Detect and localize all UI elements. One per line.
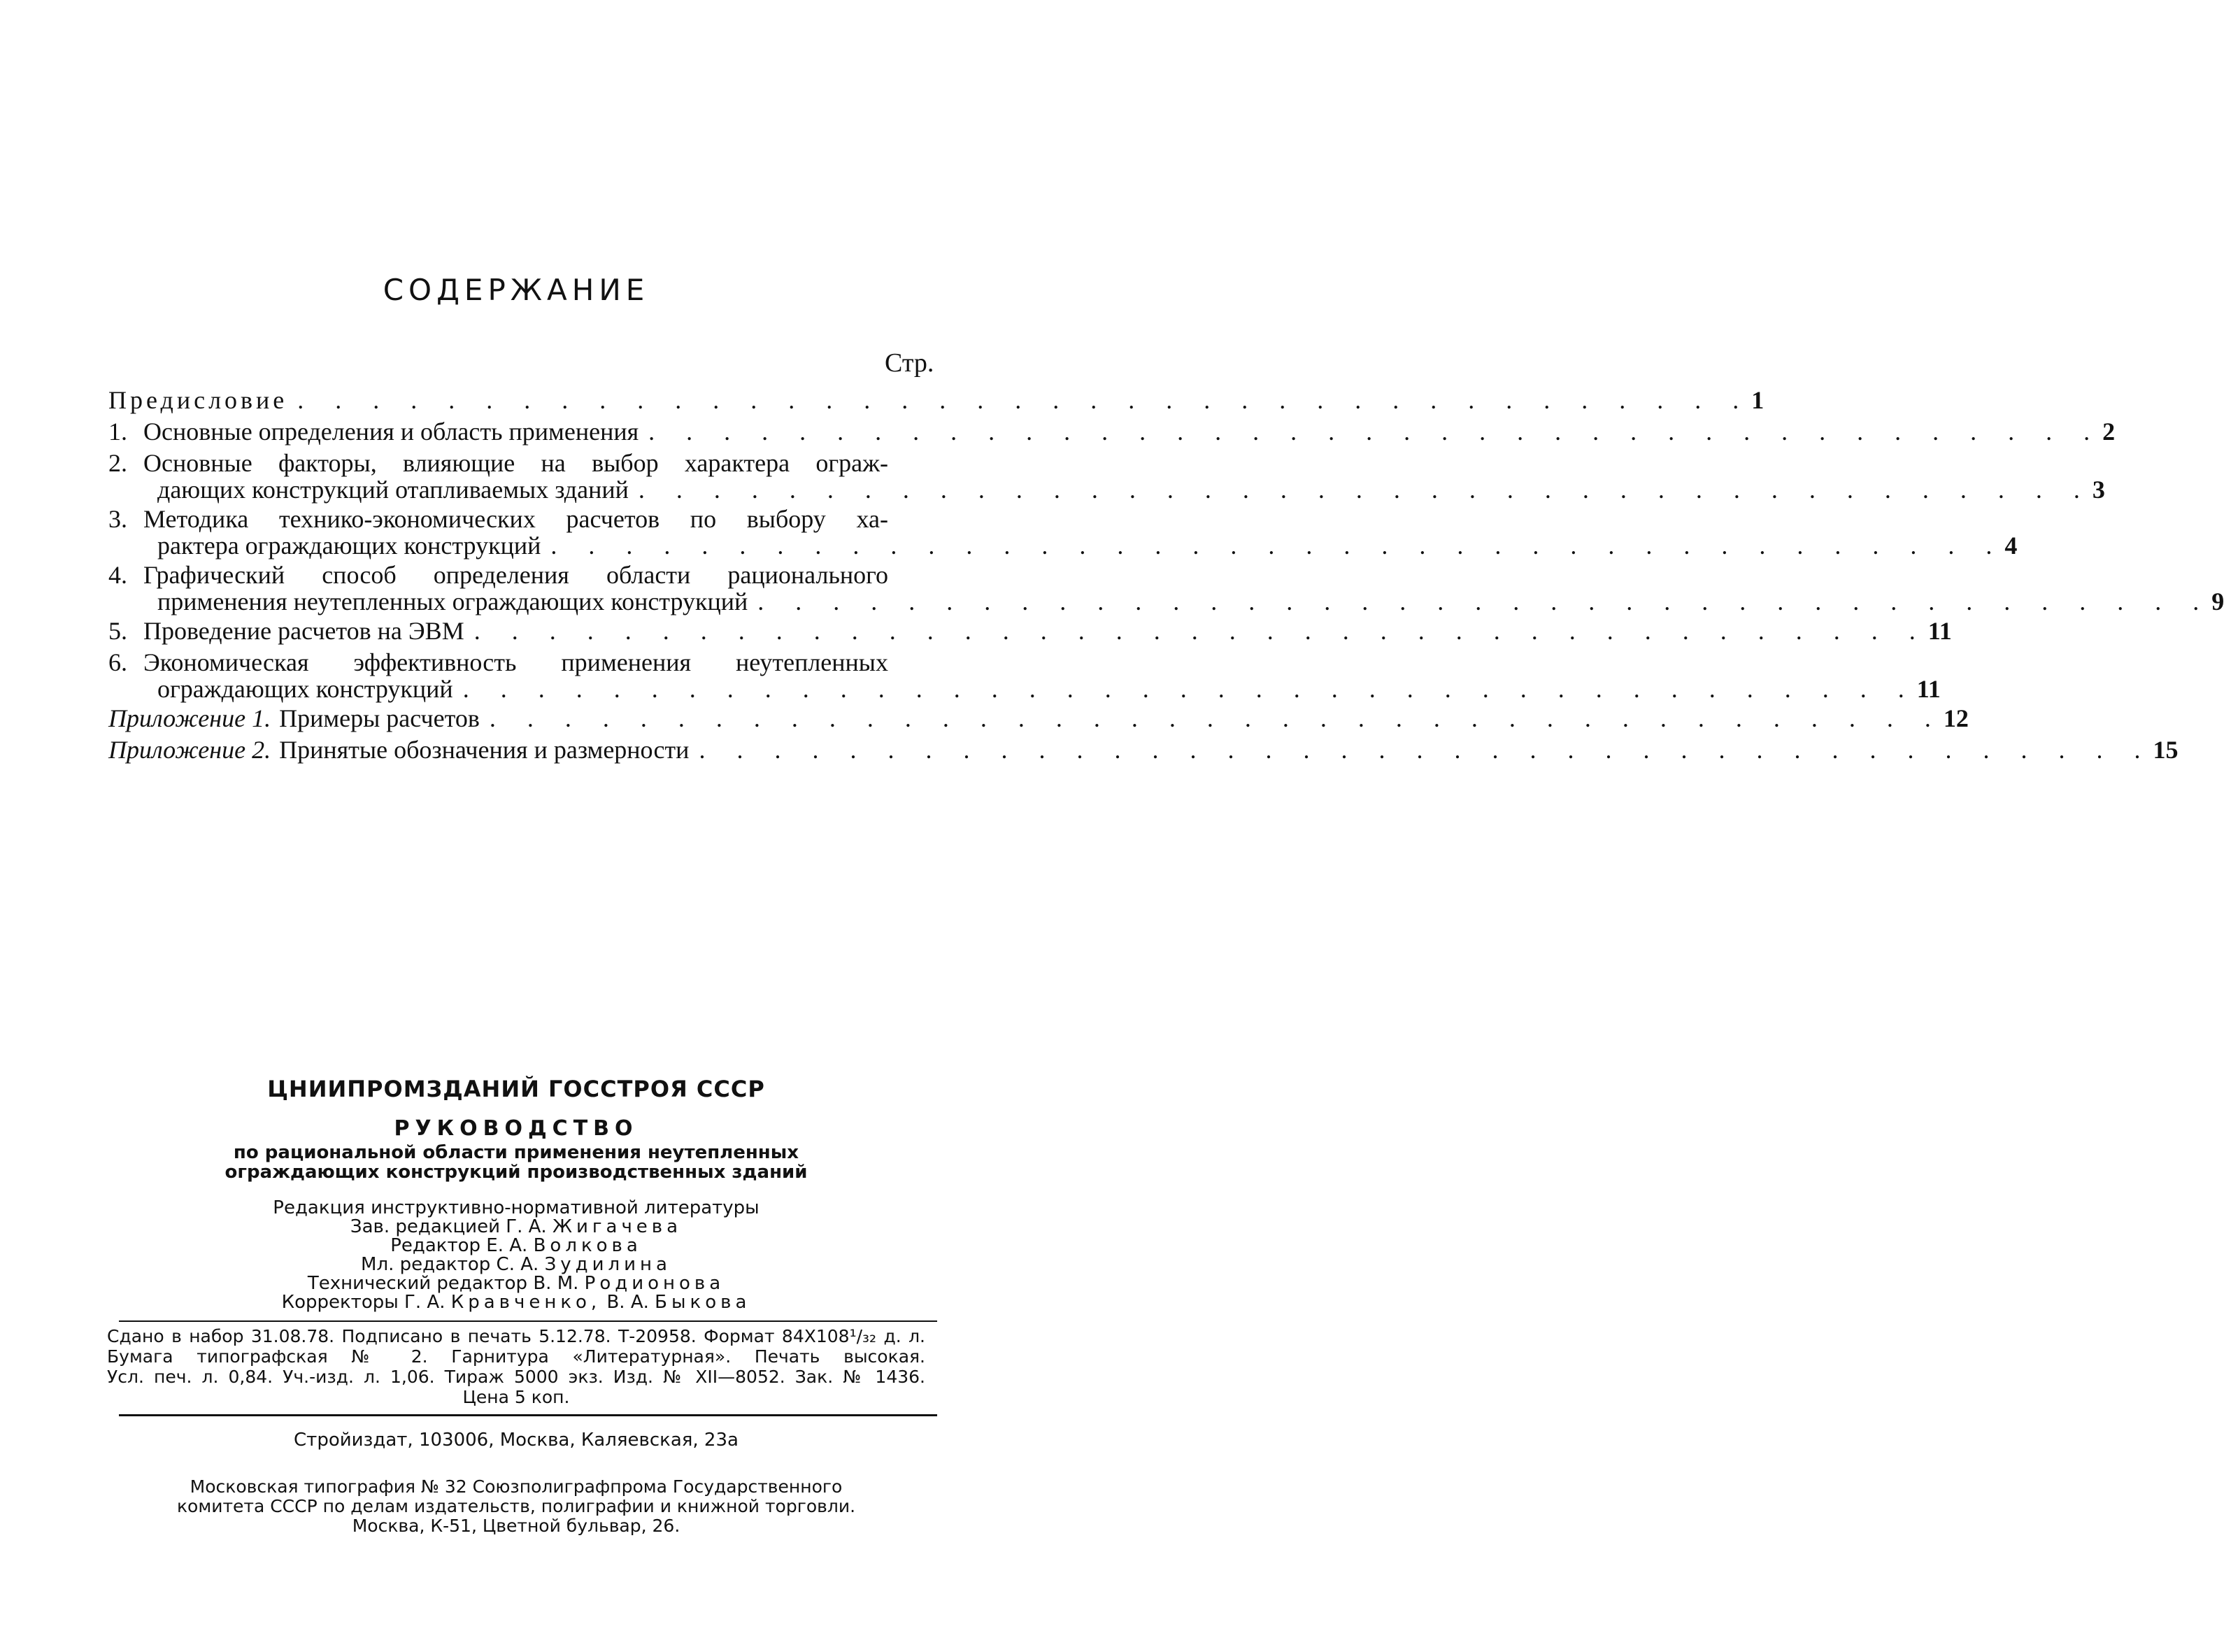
divider-rule bbox=[119, 1320, 937, 1322]
toc-leader-dots: . . . . . . . . . . . . . . . . . . . . . . . . . . . . . . . . . . . . . . . bbox=[648, 418, 2103, 446]
print-data bbox=[0, 1326, 1032, 1407]
staff-role: Технический редактор В. М. bbox=[307, 1273, 579, 1294]
toc-leader-dots: . . . . . . . . . . . . . . . . . . . . . . . . . . . . . . . . . . . . . . . bbox=[489, 704, 1944, 732]
staff-initials: В. А. bbox=[606, 1292, 649, 1313]
toc-page-number: 2 bbox=[2102, 418, 2116, 446]
staff-line bbox=[0, 1274, 1032, 1293]
toc-entry-4[interactable] bbox=[108, 561, 2224, 615]
toc-entry-3[interactable] bbox=[108, 505, 2018, 560]
toc-entry-title: Принятые обозначения и размерности bbox=[279, 736, 690, 764]
toc-appendix-label: Приложение 2. bbox=[108, 736, 271, 764]
staff-line bbox=[0, 1293, 1032, 1312]
printer-line: комитета СССР по делам издательств, полиграфии и книжной торговли. bbox=[176, 1496, 856, 1516]
printer-line: Московская типография № 32 Союзполиграфпрома Государственного bbox=[190, 1476, 843, 1497]
divider-rule bbox=[119, 1414, 937, 1416]
editorial-staff bbox=[0, 1199, 1032, 1312]
toc-entry-title-line: применения неутепленных ограждающих конструкций bbox=[157, 588, 748, 615]
organization-name: ЦНИИПРОМЗДАНИЙ ГОССТРОЯ СССР bbox=[267, 1076, 765, 1102]
staff-role: Редактор Е. А. bbox=[390, 1235, 528, 1256]
toc-entry-1[interactable] bbox=[108, 418, 2116, 446]
print-data-line: Сдано в набор 31.08.78. Подписано в печать 5.12.78. Т-20958. Формат 84X108¹/₃₂ д. л. bbox=[107, 1326, 925, 1346]
toc-entry-6[interactable] bbox=[108, 648, 1941, 703]
subtitle-line: ограждающих конструкций производственных зданий bbox=[224, 1162, 808, 1183]
toc-entry-appendix-2[interactable] bbox=[108, 736, 2179, 764]
toc-entry-title-line: Экономическая эффективность применения неутепленных bbox=[143, 648, 888, 676]
toc-entry-number: 3. bbox=[108, 505, 127, 533]
staff-name: Быкова bbox=[655, 1292, 751, 1313]
toc-appendix-label: Приложение 1. bbox=[108, 704, 271, 732]
toc-entry-title-line: Основные факторы, влияющие на выбор характера ограж- bbox=[143, 449, 888, 477]
staff-role: Зав. редакцией Г. А. bbox=[350, 1216, 547, 1237]
toc-page-number: 11 bbox=[1927, 617, 1952, 645]
staff-line bbox=[0, 1218, 1032, 1237]
document-subtitle bbox=[0, 1143, 1032, 1182]
toc-entry-number: 6. bbox=[108, 648, 127, 676]
toc-entry-title-line: ограждающих конструкций bbox=[157, 675, 453, 703]
staff-name: Жигачева bbox=[552, 1216, 683, 1237]
staff-name: Кравченко, bbox=[450, 1292, 601, 1313]
staff-line bbox=[0, 1255, 1032, 1274]
toc-leader-dots: . . . . . . . . . . . . . . . . . . . . . . . . . . . . . . . . . . . . . . . bbox=[757, 588, 2212, 615]
toc-page-number: 15 bbox=[2153, 736, 2179, 764]
toc-leader-dots: . . . . . . . . . . . . . . . . . . . . . . . . . . . . . . . . . . . . . . . bbox=[473, 617, 1928, 645]
toc-title: СОДЕРЖАНИЕ bbox=[383, 273, 650, 307]
toc-leader-dots: . . . . . . . . . . . . . . . . . . . . . . . . . . . . . . . . . . . . . . . bbox=[550, 532, 2005, 560]
staff-role: Корректоры Г. А. bbox=[281, 1292, 445, 1313]
subtitle-line: по рациональной области применения неутепленных bbox=[233, 1142, 799, 1163]
toc-page-number: 12 bbox=[1943, 704, 1969, 732]
toc-page-number: 9 bbox=[2211, 588, 2224, 615]
editorial-office: Редакция инструктивно-нормативной литературы bbox=[273, 1197, 760, 1218]
toc-entry-title-line: Графический способ определения области рационального bbox=[143, 561, 888, 589]
toc-entry-preface[interactable] bbox=[108, 386, 1765, 414]
price: Цена 5 коп. bbox=[462, 1387, 570, 1407]
toc-page-number: 1 bbox=[1751, 386, 1765, 414]
print-data-line: Усл. печ. л. 0,84. Уч.-изд. л. 1,06. Тираж 5000 экз. Изд. № XII—8052. Зак. № 1436. bbox=[107, 1367, 925, 1387]
toc-entry-title: Примеры расчетов bbox=[279, 704, 480, 732]
publisher: Стройиздат, 103006, Москва, Каляевская, 23а bbox=[294, 1430, 739, 1451]
toc-entry-title: Основные определения и область применения bbox=[143, 418, 639, 446]
toc-entry-title-line: Методика технико-экономических расчетов по выбору ха- bbox=[143, 505, 888, 533]
document-title: РУКОВОДСТВО bbox=[394, 1116, 639, 1141]
toc-entry-5[interactable] bbox=[108, 617, 1952, 645]
toc-entry-number: 4. bbox=[108, 561, 127, 589]
staff-name: Зудилина bbox=[544, 1254, 671, 1275]
toc-entry-appendix-1[interactable] bbox=[108, 704, 1969, 732]
toc-entry-2[interactable] bbox=[108, 449, 2105, 504]
toc-entry-title: Предисловие bbox=[108, 386, 288, 414]
page-column-label: Стр. bbox=[885, 348, 934, 378]
toc-leader-dots: . . . . . . . . . . . . . . . . . . . . . . . . . . . . . . . . . . . . . . . bbox=[297, 386, 1752, 414]
toc-entry-number: 1. bbox=[108, 418, 127, 446]
toc-page-number: 3 bbox=[2092, 476, 2105, 504]
staff-line bbox=[0, 1237, 1032, 1255]
toc-leader-dots: . . . . . . . . . . . . . . . . . . . . . . . . . . . . . . . . . . . . . . . bbox=[699, 736, 2153, 764]
printing-house bbox=[0, 1477, 1032, 1536]
toc-entry-number: 2. bbox=[108, 449, 127, 477]
toc-entry-title: Проведение расчетов на ЭВМ bbox=[143, 617, 464, 645]
print-data-line: Бумага типографская № 2. Гарнитура «Литературная». Печать высокая. bbox=[107, 1346, 925, 1367]
staff-name: Волкова bbox=[533, 1235, 642, 1256]
toc-leader-dots: . . . . . . . . . . . . . . . . . . . . . . . . . . . . . . . . . . . . . . . bbox=[638, 476, 2093, 504]
toc-entry-title-line: дающих конструкций отапливаемых зданий bbox=[157, 476, 629, 504]
staff-name: Родионова bbox=[584, 1273, 725, 1294]
toc-entry-title-line: рактера ограждающих конструкций bbox=[157, 532, 541, 560]
printer-line: Москва, К-51, Цветной бульвар, 26. bbox=[352, 1516, 680, 1536]
toc-page-number: 11 bbox=[1916, 675, 1941, 703]
toc-page-number: 4 bbox=[2004, 532, 2018, 560]
staff-role: Мл. редактор С. А. bbox=[361, 1254, 539, 1275]
toc-leader-dots: . . . . . . . . . . . . . . . . . . . . . . . . . . . . . . . . . . . . . . . bbox=[462, 675, 1917, 703]
toc-entry-number: 5. bbox=[108, 617, 127, 645]
